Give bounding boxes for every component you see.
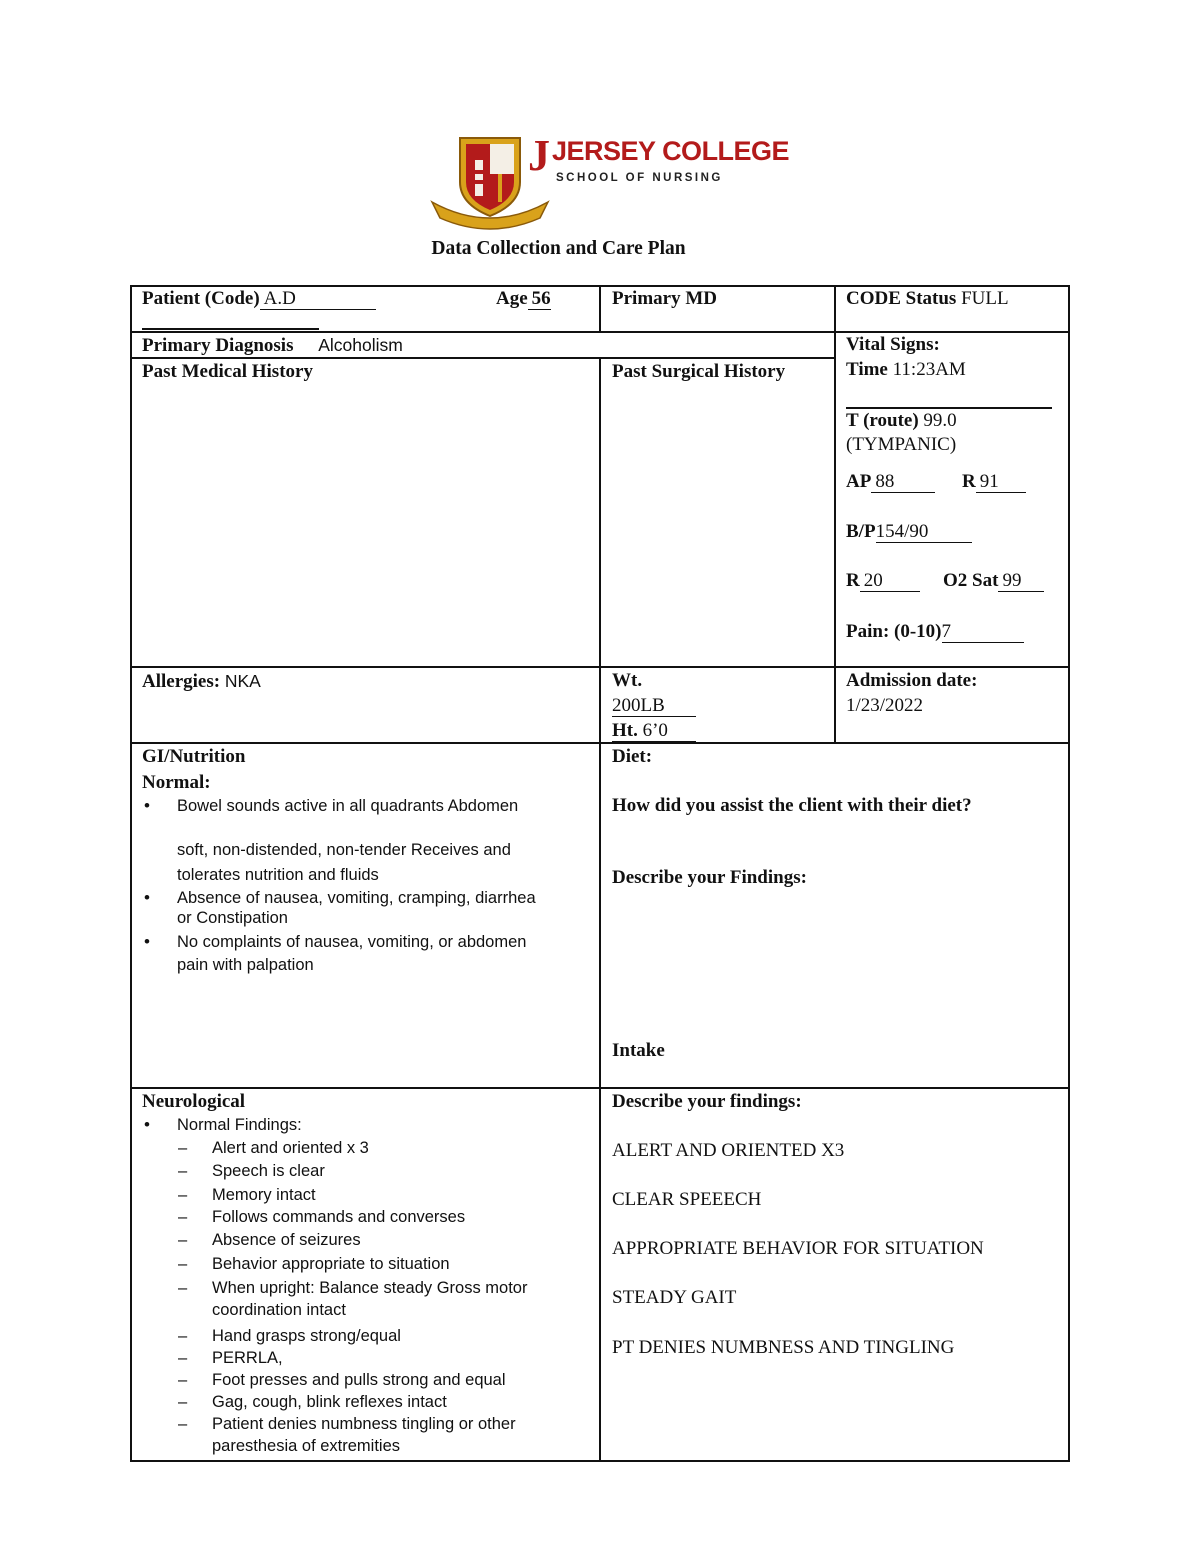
weight-value: 200LB <box>612 696 696 717</box>
patient-code-field <box>142 287 376 311</box>
primary-md-label: Primary MD <box>612 288 717 309</box>
vitals-r-label: R <box>962 471 976 492</box>
primary-diagnosis-label: Primary Diagnosis <box>142 335 294 356</box>
vitals-pain-value: 7 <box>942 622 1024 643</box>
allergies-field <box>142 669 261 694</box>
gi-normal-label: Normal: <box>142 772 211 793</box>
list-item: – Speech is clear <box>212 1160 325 1182</box>
list-item: – Foot presses and pulls strong and equal <box>212 1369 506 1391</box>
age-value: 56 <box>528 289 551 310</box>
patient-code-label: Patient (Code) <box>142 288 260 309</box>
code-status-field <box>846 287 1009 311</box>
list-item: • Absence of nausea, vomiting, cramping, diarrhea <box>177 887 536 909</box>
list-item-continued: soft, non-distended, non-tender Receives and <box>177 841 511 859</box>
code-status-value: FULL <box>961 288 1009 309</box>
finding-line: CLEAR SPEEECH <box>612 1189 762 1210</box>
vitals-ap-value: 88 <box>871 472 935 493</box>
vitals-o2-value: 99 <box>998 571 1044 592</box>
list-item-continued: paresthesia of extremities <box>212 1437 401 1455</box>
list-item: – Hand grasps strong/equal <box>212 1325 401 1347</box>
vitals-r2 <box>846 569 920 593</box>
past-medical-history-label: Past Medical History <box>142 361 313 382</box>
gi-nutrition-heading: GI/Nutrition <box>142 746 246 767</box>
neuro-findings-label: Describe your findings: <box>612 1091 802 1112</box>
list-item: • Bowel sounds active in all quadrants Abdomen <box>177 795 518 817</box>
vitals-temp-value: 99.0 <box>923 410 957 431</box>
diet-assist-question: How did you assist the client with their diet? <box>612 795 972 816</box>
list-item: – Alert and oriented x 3 <box>212 1137 369 1159</box>
vitals-time <box>846 358 966 382</box>
list-item: – Patient denies numbness tingling or other <box>212 1413 516 1435</box>
neuro-normal-findings-label: • Normal Findings: <box>177 1114 302 1136</box>
page-title: Data Collection and Care Plan <box>431 238 686 259</box>
primary-diagnosis-value: Alcoholism <box>318 335 403 355</box>
vital-signs-label: Vital Signs: <box>846 334 940 355</box>
finding-line: APPROPRIATE BEHAVIOR FOR SITUATION <box>612 1238 984 1259</box>
age-field <box>496 287 551 311</box>
weight-label: Wt. <box>612 670 643 691</box>
allergies-label: Allergies: <box>142 671 221 692</box>
svg-text:J: J <box>528 131 550 180</box>
vitals-time-value: 11:23AM <box>892 359 966 380</box>
diet-findings-label: Describe your Findings: <box>612 867 807 888</box>
list-item: – Behavior appropriate to situation <box>212 1253 450 1275</box>
logo-name-line1: JERSEY COLLEGE <box>552 136 790 166</box>
list-item: – Absence of seizures <box>212 1229 361 1251</box>
vitals-ap-label: AP <box>846 471 872 492</box>
past-surgical-history-label: Past Surgical History <box>612 361 786 382</box>
finding-line: STEADY GAIT <box>612 1287 737 1308</box>
vitals-bp-label: B/P <box>846 521 876 542</box>
list-item: – Follows commands and converses <box>212 1206 465 1228</box>
height-field <box>612 719 696 743</box>
college-logo <box>428 130 790 230</box>
primary-diagnosis-field <box>142 333 403 358</box>
age-label: Age <box>496 288 528 309</box>
diet-label: Diet: <box>612 746 653 767</box>
admission-date-label: Admission date: <box>846 670 978 691</box>
list-item-continued: pain with palpation <box>177 956 314 974</box>
vitals-o2-label: O2 Sat <box>943 570 999 591</box>
list-item: • No complaints of nausea, vomiting, or abdomen <box>177 931 526 953</box>
vitals-r <box>962 470 1026 494</box>
height-value: 6’0 <box>642 720 668 741</box>
vitals-temp-label: T (route) <box>846 410 919 431</box>
finding-line: ALERT AND ORIENTED X3 <box>612 1140 845 1161</box>
neurological-heading: Neurological <box>142 1091 246 1112</box>
patient-code-value: A.D <box>260 289 376 310</box>
vitals-temp <box>846 409 957 433</box>
list-item: – PERRLA, <box>212 1347 283 1369</box>
vitals-bp <box>846 520 972 544</box>
vitals-pain-label: Pain: (0-10) <box>846 621 942 642</box>
vitals-r-value: 91 <box>976 472 1026 493</box>
list-item-continued: tolerates nutrition and fluids <box>177 866 379 884</box>
logo-name-line2: SCHOOL OF NURSING <box>556 172 723 184</box>
list-item: – Gag, cough, blink reflexes intact <box>212 1391 447 1413</box>
list-item: – When upright: Balance steady Gross motor <box>212 1277 527 1299</box>
vitals-pain <box>846 620 1024 644</box>
allergies-value: NKA <box>224 671 261 691</box>
code-status-label: CODE Status <box>846 288 957 309</box>
vitals-time-label: Time <box>846 359 888 380</box>
patient-underline <box>142 328 319 330</box>
height-label: Ht. <box>612 720 638 741</box>
vitals-o2 <box>943 569 1044 593</box>
vitals-ap <box>846 470 935 494</box>
vitals-temp-route: (TYMPANIC) <box>846 434 957 455</box>
intake-label: Intake <box>612 1040 665 1061</box>
vitals-r2-label: R <box>846 570 860 591</box>
admission-date-value: 1/23/2022 <box>846 695 924 716</box>
list-item-continued: or Constipation <box>177 909 288 927</box>
list-item-continued: coordination intact <box>212 1301 346 1319</box>
list-item: – Memory intact <box>212 1184 316 1206</box>
vitals-r2-value: 20 <box>860 571 920 592</box>
finding-line: PT DENIES NUMBNESS AND TINGLING <box>612 1337 955 1358</box>
vitals-bp-value: 154/90 <box>876 522 972 543</box>
